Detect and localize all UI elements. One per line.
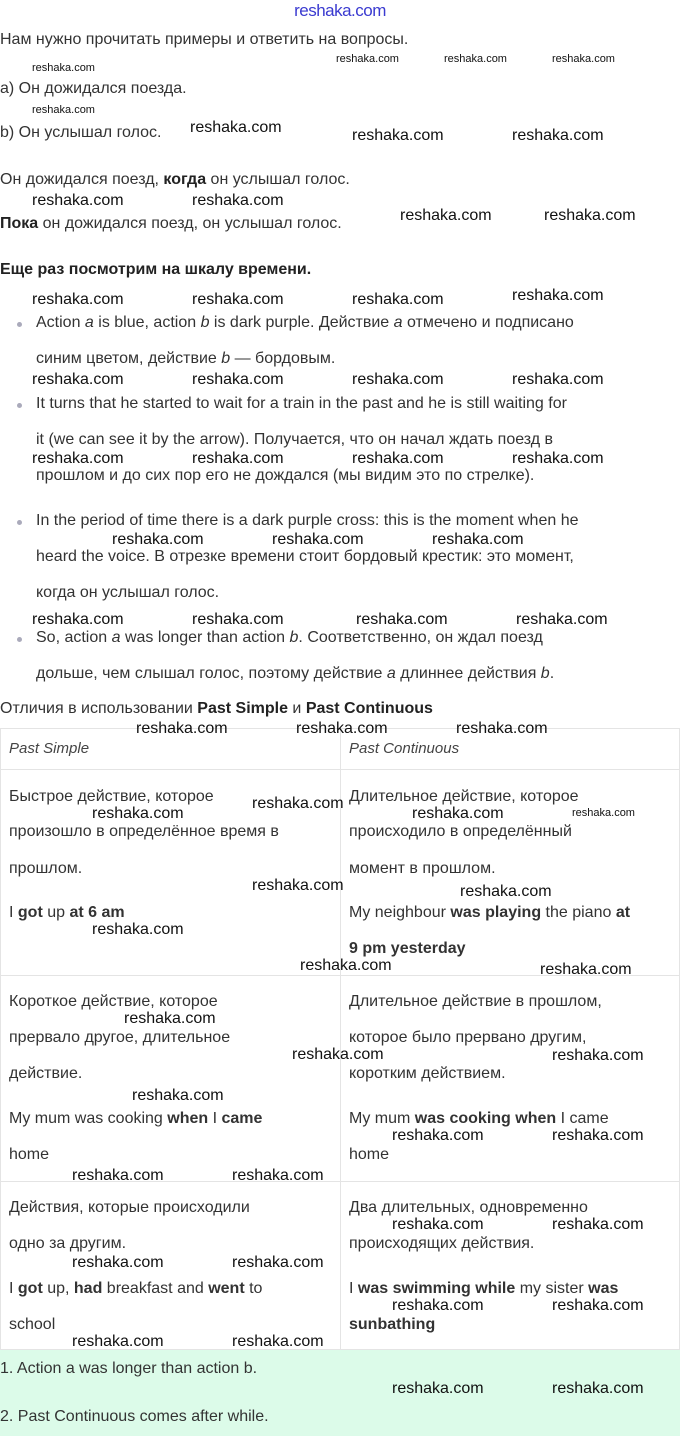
past-simple-cell-line	[9, 1315, 55, 1335]
bullet-icon	[17, 322, 22, 327]
watermark-text: reshaka.com	[456, 720, 548, 737]
watermark-text: reshaka.com	[232, 1167, 324, 1184]
text-run: My neighbour	[349, 904, 451, 921]
past-continuous-cell-line	[349, 1279, 618, 1299]
watermark-text: reshaka.com	[352, 291, 444, 308]
past-simple-cell-line	[9, 1279, 262, 1299]
text-run: произошло в определённое время в	[9, 823, 279, 840]
text-run: home	[9, 1146, 50, 1163]
bold-text: got	[17, 1280, 43, 1297]
past-simple-cell-line	[9, 1064, 82, 1084]
combined-sentence-while	[0, 214, 342, 234]
bold-text: sunbathing	[349, 1316, 436, 1333]
watermark-text: reshaka.com	[32, 104, 95, 116]
italic-text: a	[393, 314, 403, 331]
watermark-text: reshaka.com	[352, 371, 444, 388]
watermark-text: reshaka.com	[352, 450, 444, 467]
italic-text: b	[540, 665, 550, 682]
watermark-text: reshaka.com	[552, 1047, 644, 1064]
text-run: Быстрое действие, которое	[9, 788, 214, 805]
watermark-text: reshaka.com	[192, 192, 284, 209]
watermark-text: reshaka.com	[300, 957, 392, 974]
watermark-text: reshaka.com	[292, 1046, 384, 1063]
text-run: Отличия в использовании	[0, 700, 198, 717]
past-simple-cell-line	[9, 1028, 230, 1048]
text-run: up	[42, 904, 70, 921]
watermark-text: reshaka.com	[540, 961, 632, 978]
bullet-line	[36, 466, 534, 486]
column-divider	[340, 729, 341, 1349]
watermark-text: reshaka.com	[516, 611, 608, 628]
text-run: прошлом.	[9, 860, 83, 877]
watermark-text: reshaka.com	[112, 531, 204, 548]
italic-text: a	[111, 629, 121, 646]
text-run: I	[349, 1280, 358, 1297]
past-simple-cell-line	[9, 1198, 250, 1218]
watermark-text: reshaka.com	[192, 611, 284, 628]
text-run: которое было прервано другим,	[349, 1029, 587, 1046]
past-simple-cell-line	[9, 1234, 126, 1254]
past-continuous-cell-line	[349, 1109, 609, 1129]
text-run: момент в прошлом.	[349, 860, 496, 877]
watermark-text: reshaka.com	[192, 371, 284, 388]
bold-text: came	[221, 1110, 263, 1127]
past-simple-cell-line	[9, 903, 125, 923]
text-run: одно за другим.	[9, 1235, 127, 1252]
text-run: It turns that he started to wait for a train in the past and he is still waiting for	[36, 395, 567, 412]
watermark-text: reshaka.com	[400, 207, 492, 224]
watermark-text: reshaka.com	[272, 531, 364, 548]
watermark-text: reshaka.com	[92, 921, 184, 938]
text-run: .	[549, 665, 555, 682]
text-run: прошлом и до сих пор его не дождался (мы видим это по стрелке).	[36, 467, 535, 484]
bold-text: Пока	[0, 215, 39, 232]
bullet-line	[36, 583, 219, 603]
past-continuous-cell-line	[349, 1315, 435, 1335]
watermark-text: reshaka.com	[32, 371, 124, 388]
text-run: school	[9, 1316, 56, 1333]
watermark-text: reshaka.com	[124, 1010, 216, 1027]
text-run: was longer than action	[120, 629, 290, 646]
bold-text: went	[208, 1280, 245, 1297]
answer-2: 2. Past Continuous comes after while.	[0, 1408, 269, 1425]
watermark-text: reshaka.com	[460, 883, 552, 900]
watermark-text: reshaka.com	[32, 450, 124, 467]
combined-sentence-when	[0, 170, 350, 190]
bullet-line	[36, 394, 567, 414]
text-run: он дожидался поезд, он услышал голос.	[38, 215, 342, 232]
bold-text: Past Continuous	[305, 700, 433, 717]
bullet-line	[36, 430, 553, 450]
text-run: breakfast and	[102, 1280, 209, 1297]
bullet-line	[36, 547, 574, 567]
past-simple-cell-line	[9, 1145, 49, 1165]
watermark-text: reshaka.com	[572, 807, 635, 819]
bold-text: Past Simple	[197, 700, 288, 717]
past-continuous-cell-line	[349, 787, 579, 807]
bold-text: когда	[163, 171, 207, 188]
text-run: . Соответственно, он ждал поезд	[298, 629, 543, 646]
text-run: действие.	[9, 1065, 83, 1082]
italic-text: b	[221, 350, 231, 367]
watermark-text: reshaka.com	[392, 1380, 484, 1397]
example-b: b) Он услышал голос.	[0, 124, 162, 141]
bold-text: at	[615, 904, 631, 921]
watermark-text: reshaka.com	[552, 1380, 644, 1397]
text-run: происходило в определённый	[349, 823, 572, 840]
watermark-text: reshaka.com	[356, 611, 448, 628]
watermark-text: reshaka.com	[552, 1127, 644, 1144]
watermark-text: reshaka.com	[512, 127, 604, 144]
text-run: My mum was cooking	[9, 1110, 168, 1127]
text-run: Он дожидался поезд,	[0, 171, 164, 188]
bold-text: when	[167, 1110, 209, 1127]
watermark-text: reshaka.com	[392, 1127, 484, 1144]
text-run: heard the voice. В отрезке времени стоит бордовый крестик: это момент,	[36, 548, 574, 565]
watermark-text: reshaka.com	[252, 795, 344, 812]
bold-text: was playing	[450, 904, 542, 921]
watermark-text: reshaka.com	[192, 291, 284, 308]
watermark-text: reshaka.com	[252, 877, 344, 894]
text-run: Action	[36, 314, 85, 331]
text-run: home	[349, 1146, 390, 1163]
past-simple-cell-line	[9, 787, 214, 807]
text-run: to	[244, 1280, 263, 1297]
watermark-text: reshaka.com	[512, 371, 604, 388]
text-run: дольше, чем слышал голос, поэтому действие	[36, 665, 387, 682]
watermark-text: reshaka.com	[392, 1216, 484, 1233]
text-run: I	[208, 1110, 222, 1127]
watermark-text: reshaka.com	[192, 450, 284, 467]
watermark-text: reshaka.com	[132, 1087, 224, 1104]
watermark-text: reshaka.com	[32, 611, 124, 628]
site-logo[interactable]: reshaka.com	[294, 1, 386, 20]
watermark-text: reshaka.com	[544, 207, 636, 224]
text-run: происходящих действия.	[349, 1235, 535, 1252]
watermark-text: reshaka.com	[32, 62, 95, 74]
text-run: — бордовым.	[230, 350, 336, 367]
watermark-text: reshaka.com	[296, 720, 388, 737]
text-run: is dark purple. Действие	[209, 314, 394, 331]
past-simple-cell-line	[9, 1109, 262, 1129]
bullet-icon	[17, 403, 22, 408]
past-continuous-cell-line	[349, 1198, 588, 1218]
text-run: Длительное действие, которое	[349, 788, 579, 805]
bold-text: was cooking when	[414, 1110, 557, 1127]
italic-text: a	[84, 314, 94, 331]
bullet-line	[36, 628, 543, 648]
past-continuous-cell-line	[349, 903, 630, 923]
bold-text: at 6 am	[69, 904, 125, 921]
text-run: My mum	[349, 1110, 415, 1127]
bold-text: had	[73, 1280, 103, 1297]
past-simple-cell-line	[9, 859, 82, 879]
text-run: it (we can see it by the arrow). Получается, что он начал ждать поезд в	[36, 431, 554, 448]
text-run: Длительное действие в прошлом,	[349, 993, 602, 1010]
past-continuous-cell-line	[349, 939, 466, 959]
answer-1: 1. Action a was longer than action b.	[0, 1360, 258, 1377]
text-run: длиннее действия	[395, 665, 541, 682]
timeline-heading: Еще раз посмотрим на шкалу времени.	[0, 261, 312, 278]
text-run: So, action	[36, 629, 112, 646]
watermark-text: reshaka.com	[232, 1333, 324, 1350]
watermark-text: reshaka.com	[552, 1297, 644, 1314]
italic-text: b	[200, 314, 210, 331]
text-run: Действия, которые происходили	[9, 1199, 250, 1216]
bullet-icon	[17, 637, 22, 642]
header-past-continuous: Past Continuous	[349, 740, 460, 757]
text-run: прервало другое, длительное	[9, 1029, 231, 1046]
watermark-text: reshaka.com	[32, 291, 124, 308]
bullet-line	[36, 313, 574, 333]
text-run: I	[9, 1280, 18, 1297]
text-run: коротким действием.	[349, 1065, 506, 1082]
watermark-text: reshaka.com	[72, 1333, 164, 1350]
watermark-text: reshaka.com	[352, 127, 444, 144]
text-run: I	[9, 904, 18, 921]
text-run: is blue, action	[93, 314, 201, 331]
text-run: I came	[556, 1110, 609, 1127]
watermark-text: reshaka.com	[392, 1297, 484, 1314]
text-run: когда он услышал голос.	[36, 584, 220, 601]
row-divider	[1, 769, 679, 770]
bullet-line	[36, 349, 335, 369]
italic-text: b	[289, 629, 299, 646]
example-a: а) Он дожидался поезда.	[0, 80, 187, 97]
watermark-text: reshaka.com	[552, 1216, 644, 1233]
bullet-line	[36, 511, 579, 531]
watermark-text: reshaka.com	[136, 720, 228, 737]
text-run: Два длительных, одновременно	[349, 1199, 588, 1216]
watermark-text: reshaka.com	[512, 450, 604, 467]
bold-text: was swimming while	[357, 1280, 516, 1297]
past-continuous-cell-line	[349, 1145, 389, 1165]
text-run: синим цветом, действие	[36, 350, 222, 367]
text-run: my sister	[515, 1280, 589, 1297]
text-run: отмечено и подписано	[402, 314, 574, 331]
table-title	[0, 699, 433, 719]
text-run: Короткое действие, которое	[9, 993, 218, 1010]
bold-text: 9 pm yesterday	[349, 940, 466, 957]
watermark-text: reshaka.com	[512, 287, 604, 304]
past-simple-cell-line	[9, 822, 279, 842]
bullet-icon	[17, 520, 22, 525]
text-run: the piano	[541, 904, 616, 921]
watermark-text: reshaka.com	[336, 53, 399, 65]
watermark-text: reshaka.com	[552, 53, 615, 65]
past-simple-cell-line	[9, 992, 218, 1012]
past-continuous-cell-line	[349, 822, 572, 842]
bold-text: got	[17, 904, 43, 921]
watermark-text: reshaka.com	[412, 805, 504, 822]
watermark-text: reshaka.com	[72, 1167, 164, 1184]
bold-text: was	[588, 1280, 619, 1297]
past-continuous-cell-line	[349, 859, 496, 879]
watermark-text: reshaka.com	[32, 192, 124, 209]
watermark-text: reshaka.com	[190, 119, 282, 136]
watermark-text: reshaka.com	[92, 805, 184, 822]
watermark-text: reshaka.com	[72, 1254, 164, 1271]
text-run: он услышал голос.	[206, 171, 350, 188]
header-past-simple: Past Simple	[9, 740, 90, 757]
past-continuous-cell-line	[349, 992, 602, 1012]
intro-question: Нам нужно прочитать примеры и ответить на вопросы.	[0, 31, 409, 48]
text-run: In the period of time there is a dark purple cross: this is the moment when he	[36, 512, 579, 529]
text-run: up,	[42, 1280, 74, 1297]
text-run: и	[287, 700, 306, 717]
watermark-text: reshaka.com	[432, 531, 524, 548]
watermark-text: reshaka.com	[232, 1254, 324, 1271]
past-continuous-cell-line	[349, 1028, 586, 1048]
bullet-line	[36, 664, 554, 684]
past-continuous-cell-line	[349, 1234, 534, 1254]
past-continuous-cell-line	[349, 1064, 506, 1084]
italic-text: a	[386, 665, 396, 682]
watermark-text: reshaka.com	[444, 53, 507, 65]
